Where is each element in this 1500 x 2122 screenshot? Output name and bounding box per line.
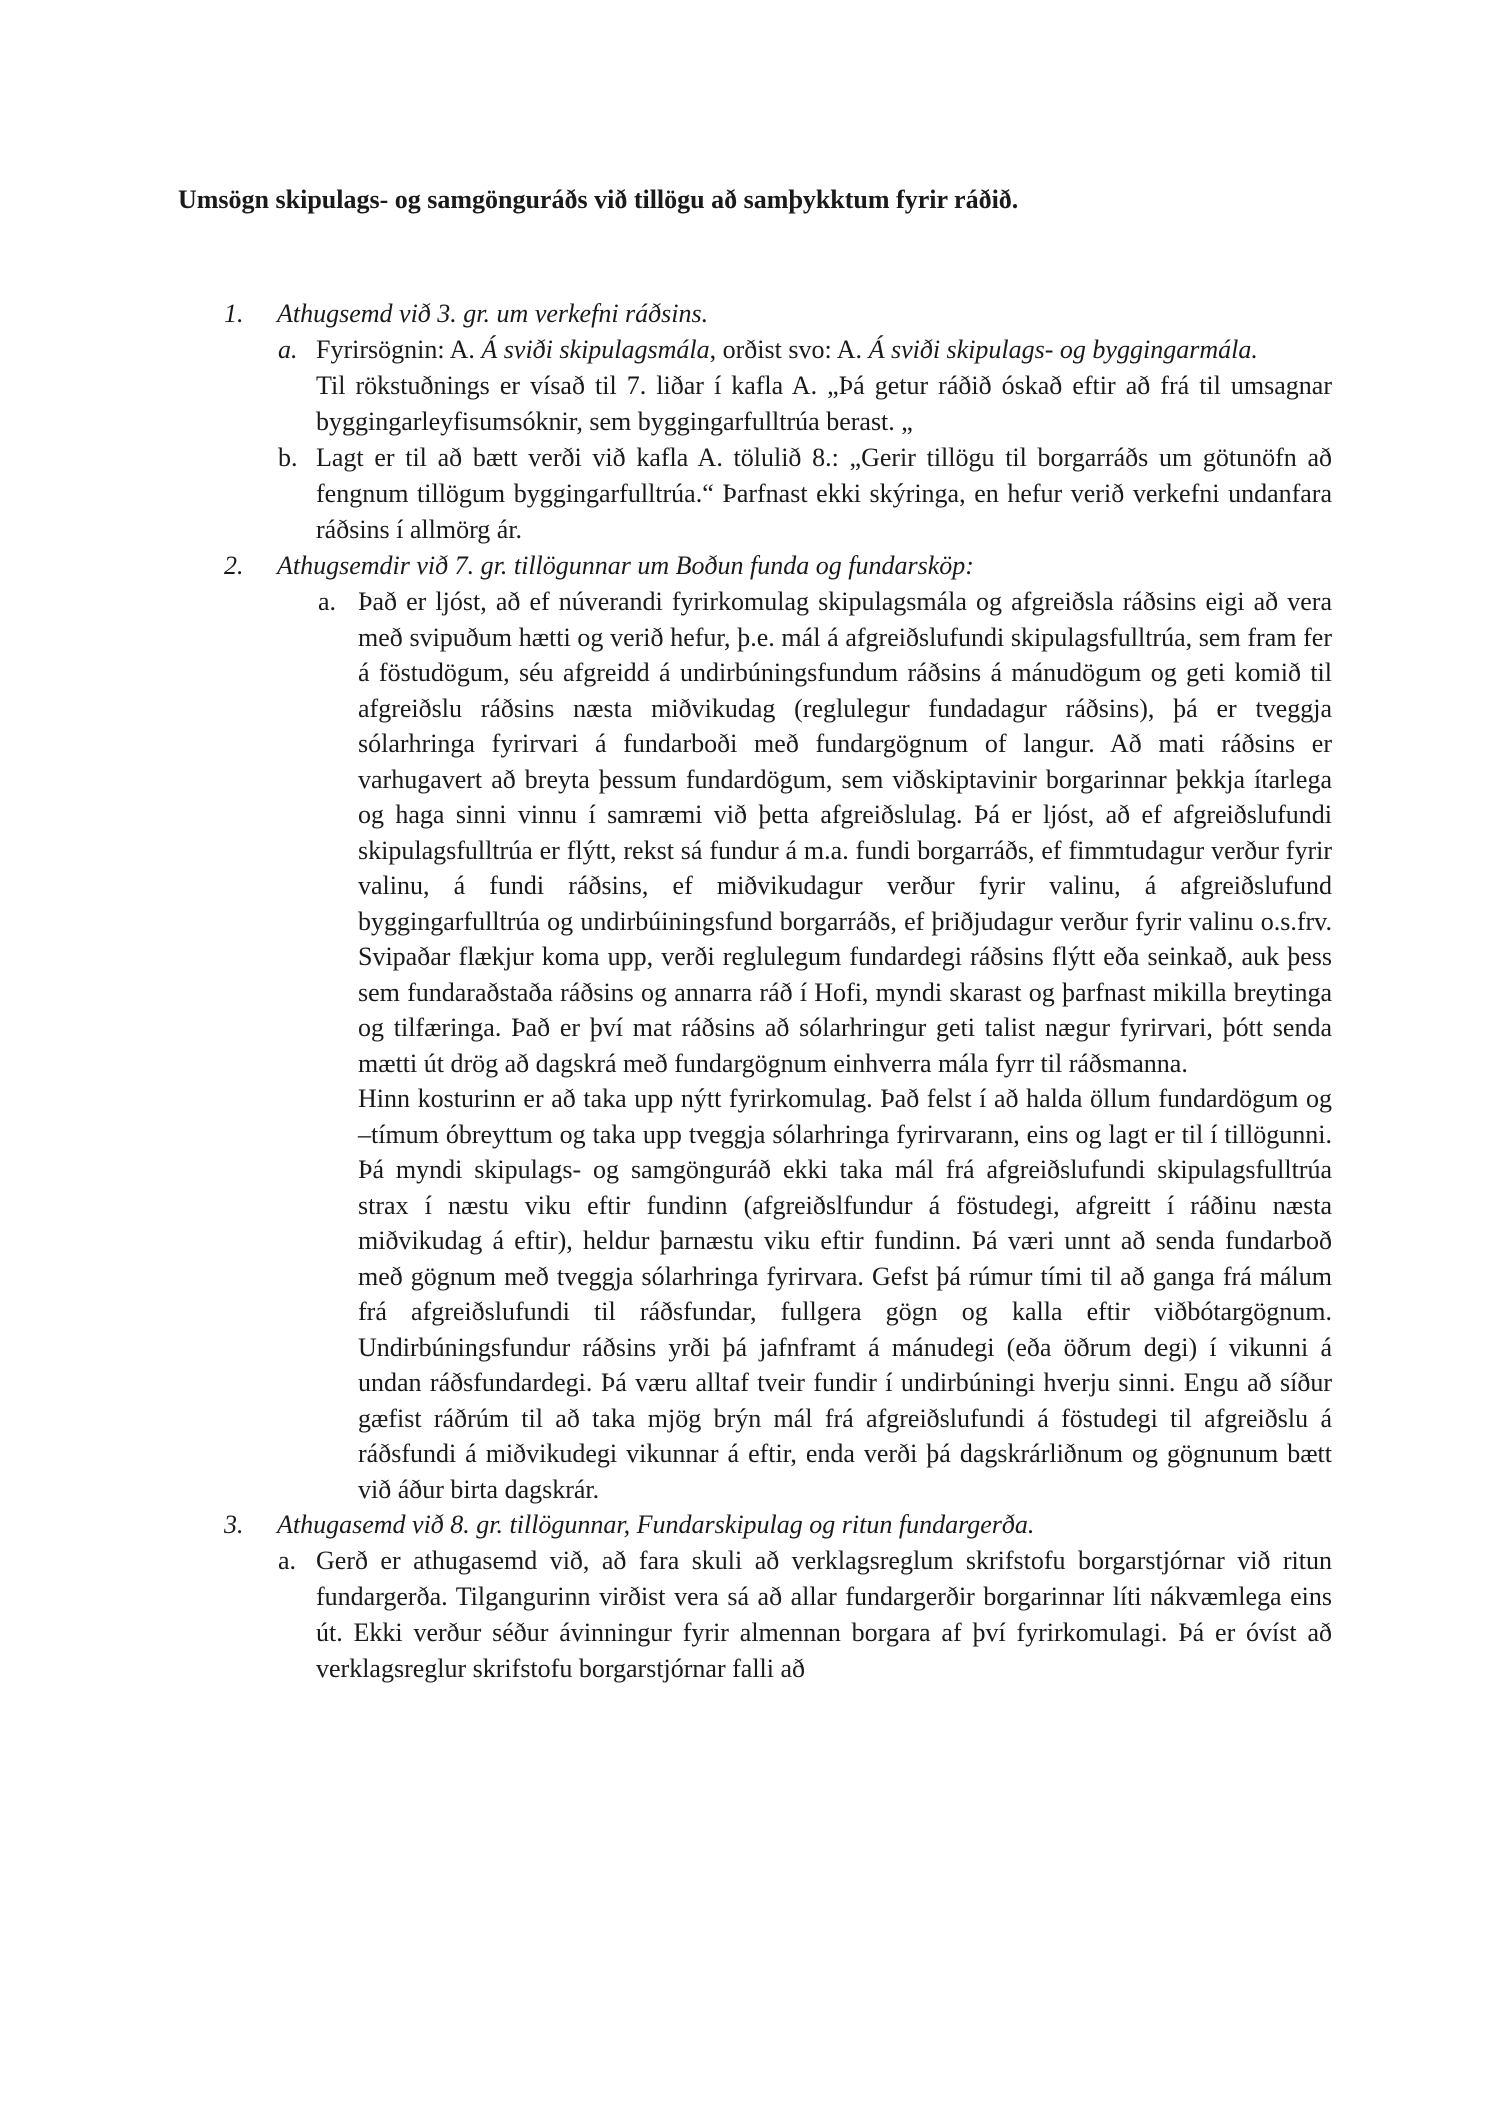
list-item-1 bbox=[0, 296, 1500, 548]
text-run: Fyrirsögnin: A. bbox=[316, 335, 482, 364]
sub-item-3a bbox=[0, 1543, 1500, 1687]
sub-item-1a bbox=[0, 332, 1500, 440]
sub-item-letter: a. bbox=[278, 1546, 297, 1575]
item-number: 1. bbox=[224, 299, 244, 328]
text-run: , orðist svo: A. bbox=[709, 335, 869, 364]
sub-item-letter: a. bbox=[278, 335, 298, 364]
text-run-italic: Á sviði skipulagsmála bbox=[481, 335, 710, 364]
sub-item-letter: b. bbox=[278, 443, 298, 472]
sub-item-text-continued: Til rökstuðnings er vísað til 7. liðar í kafla A. „Þá getur ráðið óskað eftir að frá til umsagnar byggingarleyfisumsóknir, sem byggingarfulltrúa berast. „ bbox=[316, 371, 1332, 436]
sub-item-text-continued: Hinn kosturinn er að taka upp nýtt fyrirkomulag. Það felst í að halda öllum fundardögum og –tímum óbreyttum og taka upp tveggja sólarhringa fyrirvarann, eins og lagt er til í tillögunni. Þá myndi skipulags- og samgönguráð ekki taka mál frá afgreiðslufundi skipulagsfulltrúa strax í næstu viku eftir fundinn (afgreiðslfundur á föstudegi, afgreitt í ráðinu næsta miðvikudag á eftir), heldur þarnæstu viku eftir fundinn. Þá væri unnt að senda fundarboð með gögnum með tveggja sólarhringa fyrirvara. Gefst þá rúmur tími til að ganga frá málum frá afgreiðslufundi til ráðsfundar, fullgera gögn og kalla eftir viðbótargögnum. Undirbúningsfundur ráðsins yrði þá jafnframt á mánudegi (eða öðrum degi) í vikunni á undan ráðsfundardegi. Þá væru alltaf tveir fundir í undirbúningi hverju sinni. Engu að síður gæfist ráðrúm til að taka mjög brýn mál frá afgreiðslufundi á föstudegi til afgreiðslu á ráðsfundi á miðvikudegi vikunnar á eftir, enda verði þá dagskrárliðnum og gögnunum bætt við áður birta dagskrár. bbox=[358, 1084, 1332, 1504]
sub-item-letter: a. bbox=[318, 587, 337, 616]
item-number: 2. bbox=[224, 551, 244, 580]
list-item-2 bbox=[0, 548, 1500, 1507]
document-body bbox=[0, 296, 1500, 1687]
document-title: Umsögn skipulags- og samgönguráðs við tillögu að samþykktum fyrir ráðið. bbox=[178, 185, 1019, 214]
sub-item-text bbox=[316, 332, 1332, 368]
list-item-3 bbox=[0, 1507, 1500, 1687]
sub-item-text: Lagt er til að bætt verði við kafla A. tölulið 8.: „Gerir tillögu til borgarráðs um götunöfn að fengnum tillögum byggingarfulltrúa.“ Þarfnast ekki skýringa, en hefur verið verkefni undanfara ráðsins í allmörg ár. bbox=[316, 443, 1332, 544]
sub-item-1b bbox=[0, 440, 1500, 548]
item-heading: Athugasemd við 8. gr. tillögunnar, Fundarskipulag og ritun fundargerða. bbox=[277, 1510, 1035, 1539]
text-run-italic: Á sviði skipulags- og byggingarmála. bbox=[868, 335, 1258, 364]
item-number: 3. bbox=[224, 1510, 244, 1539]
item-heading: Athugsemd við 3. gr. um verkefni ráðsins. bbox=[277, 299, 709, 328]
sub-item-2a bbox=[0, 584, 1500, 1507]
item-heading: Athugsemdir við 7. gr. tillögunnar um Boðun funda og fundarsköp: bbox=[277, 551, 974, 580]
sub-item-text: Það er ljóst, að ef núverandi fyrirkomulag skipulagsmála og afgreiðsla ráðsins eigi að vera með svipuðum hætti og verið hefur, þ.e. mál á afgreiðslufundi skipulagsfulltrúa, sem fram fer á föstudögum, séu afgreidd á undirbúningsfundum ráðsins á mánudögum og geti komið til afgreiðslu ráðsins næsta miðvikudag (reglulegur fundadagur ráðsins), þá er tveggja sólarhringa fyrirvari á fundarboði með fundargögnum of langur. Að mati ráðsins er varhugavert að breyta þessum fundardögum, sem viðskiptavinir borgarinnar þekkja ítarlega og haga sinni vinnu í samræmi við þetta afgreiðslulag. Þá er ljóst, að ef afgreiðslufundi skipulagsfulltrúa er flýtt, rekst sá fundur á m.a. fundi borgarráðs, ef fimmtudagur verður fyrir valinu, á fundi ráðsins, ef miðvikudagur verður fyrir valinu, á afgreiðslufund byggingarfulltrúa og undirbúiningsfund borgarráðs, ef þriðjudagur verður fyrir valinu o.s.frv. Svipaðar flækjur koma upp, verði reglulegum fundardegi ráðsins flýtt eða seinkað, auk þess sem fundaraðstaða ráðsins og annarra ráð í Hofi, myndi skarast og þarfnast mikilla breytinga og tilfæringa. Það er því mat ráðsins að sólarhringur geti talist nægur fyrirvari, þótt senda mætti út drög að dagskrá með fundargögnum einhverra mála fyrr til ráðsmanna. bbox=[358, 587, 1332, 1078]
sub-item-text: Gerð er athugasemd við, að fara skuli að verklagsreglum skrifstofu borgarstjórnar við ritun fundargerða. Tilgangurinn virðist vera sá að allar fundargerðir borgarinnar líti nákvæmlega eins út. Ekki verður séður ávinningur fyrir almennan borgara af því fyrirkomulagi. Þá er óvíst að verklagsreglur skrifstofu borgarstjórnar falli að bbox=[316, 1546, 1332, 1683]
